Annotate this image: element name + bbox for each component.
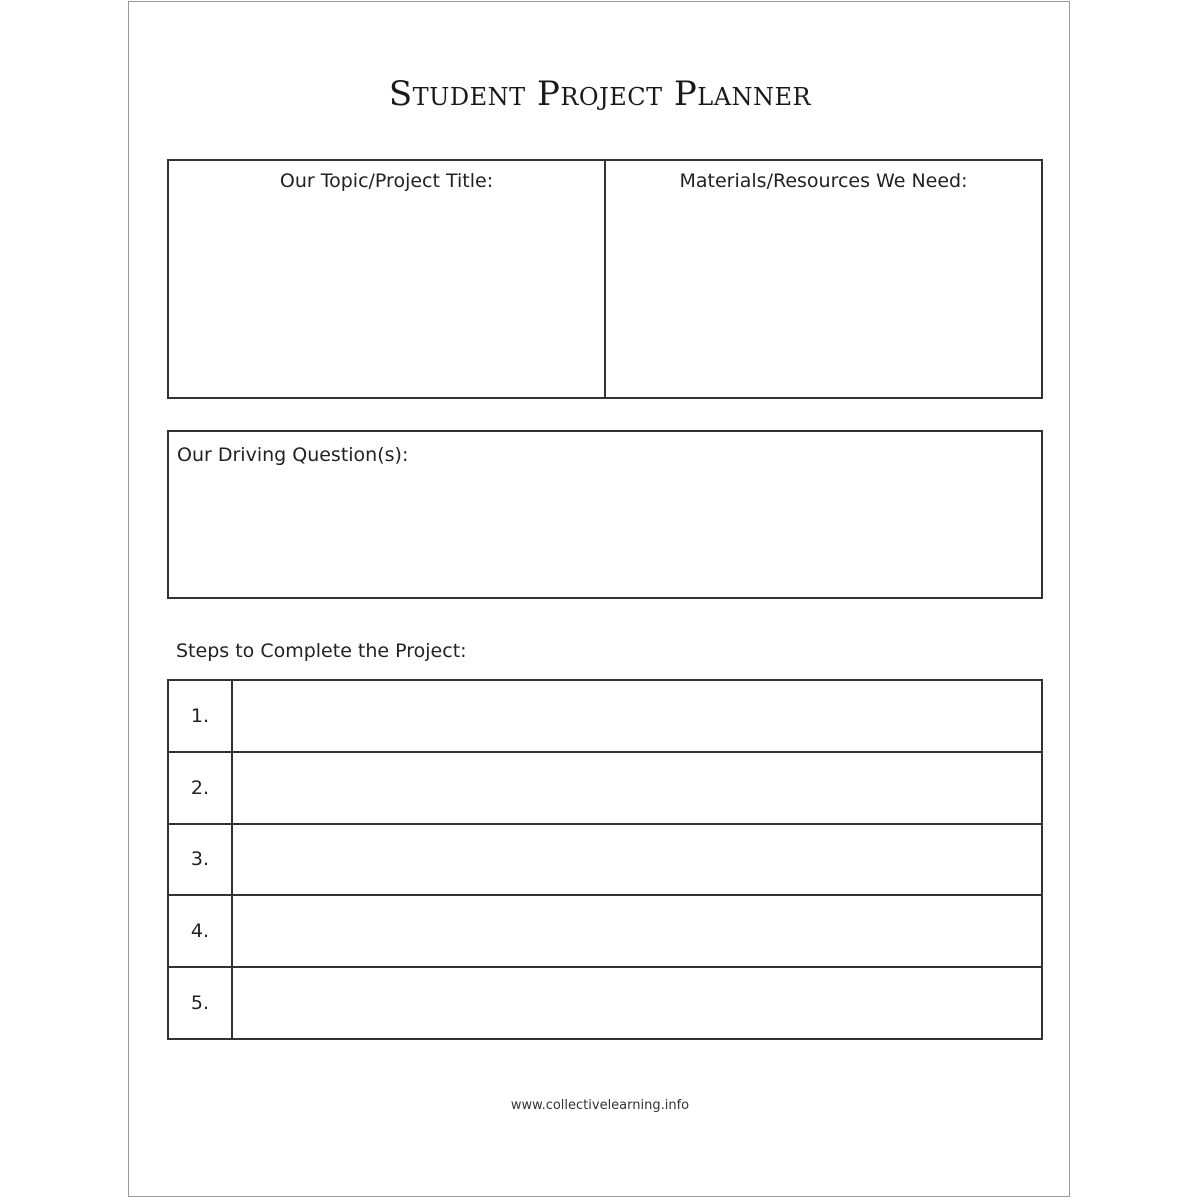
step-row: [169, 823, 1041, 895]
page-title: Student Project Planner: [388, 74, 812, 114]
driving-question-box[interactable]: [167, 430, 1043, 599]
step-number: 3.: [169, 825, 233, 895]
step-row: [169, 894, 1041, 966]
driving-question-label: Our Driving Question(s):: [177, 444, 409, 466]
step-field[interactable]: [233, 825, 1041, 895]
materials-resources-box[interactable]: [604, 161, 1041, 397]
step-field[interactable]: [233, 753, 1041, 823]
top-boxes-grid: [167, 159, 1043, 399]
footer-url: www.collectivelearning.info: [510, 1098, 690, 1113]
steps-heading: Steps to Complete the Project:: [176, 640, 467, 662]
step-row: [169, 681, 1041, 751]
step-row: [169, 751, 1041, 823]
steps-table: [167, 679, 1043, 1040]
step-number: 2.: [169, 753, 233, 823]
topic-title-box[interactable]: [169, 161, 604, 397]
step-field[interactable]: [233, 681, 1041, 751]
step-number: 1.: [169, 681, 233, 751]
step-row: [169, 966, 1041, 1038]
step-number: 4.: [169, 896, 233, 966]
topic-title-label: Our Topic/Project Title:: [279, 170, 494, 192]
step-field[interactable]: [233, 968, 1041, 1038]
step-number: 5.: [169, 968, 233, 1038]
materials-resources-label: Materials/Resources We Need:: [679, 170, 968, 192]
step-field[interactable]: [233, 896, 1041, 966]
